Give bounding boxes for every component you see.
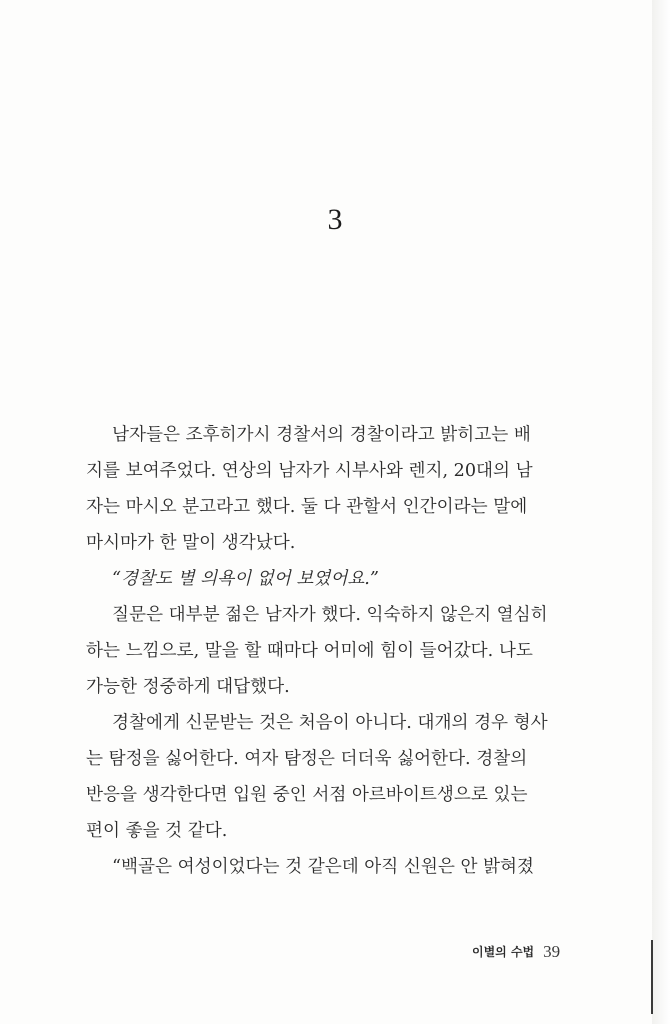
binding-edge-line xyxy=(651,940,653,1014)
text-line: 남자들은 조후히가시 경찰서의 경찰이라고 밝히고는 배 xyxy=(112,425,531,445)
text-line: 가능한 정중하게 대답했다. xyxy=(86,677,290,697)
text-line: 하는 느낌으로, 말을 할 때마다 어미에 힘이 들어갔다. 나도 xyxy=(86,641,533,661)
page-number: 39 xyxy=(543,941,561,961)
text-line: 는 탐정을 싫어한다. 여자 탐정은 더더욱 싫어한다. 경찰의 xyxy=(86,749,528,769)
text-line: 마시마가 한 말이 생각났다. xyxy=(86,533,296,553)
running-title: 이별의 수법 xyxy=(472,945,535,959)
chapter-number: 3 xyxy=(327,203,343,236)
text-line: 경찰에게 신문받는 것은 처음이 아니다. 대개의 경우 형사 xyxy=(112,713,548,733)
text-line: 자는 마시오 분고라고 했다. 둘 다 관할서 인간이라는 말에 xyxy=(86,497,528,517)
page-footer xyxy=(472,941,560,965)
text-line: 질문은 대부분 젊은 남자가 했다. 익숙하지 않은지 열심히 xyxy=(112,605,548,625)
page-edge-shadow xyxy=(652,0,670,1024)
text-line: 반응을 생각한다면 입원 중인 서점 아르바이트생으로 있는 xyxy=(86,785,528,805)
quoted-line: “경찰도 별 의욕이 없어 보였어요.” xyxy=(112,569,379,589)
text-line: 지를 보여주었다. 연상의 남자가 시부사와 렌지, 20대의 남 xyxy=(86,461,533,481)
text-line: 편이 좋을 것 같다. xyxy=(86,821,228,841)
text-line: “백골은 여성이었다는 것 같은데 아직 신원은 안 밝혀졌 xyxy=(112,857,535,877)
